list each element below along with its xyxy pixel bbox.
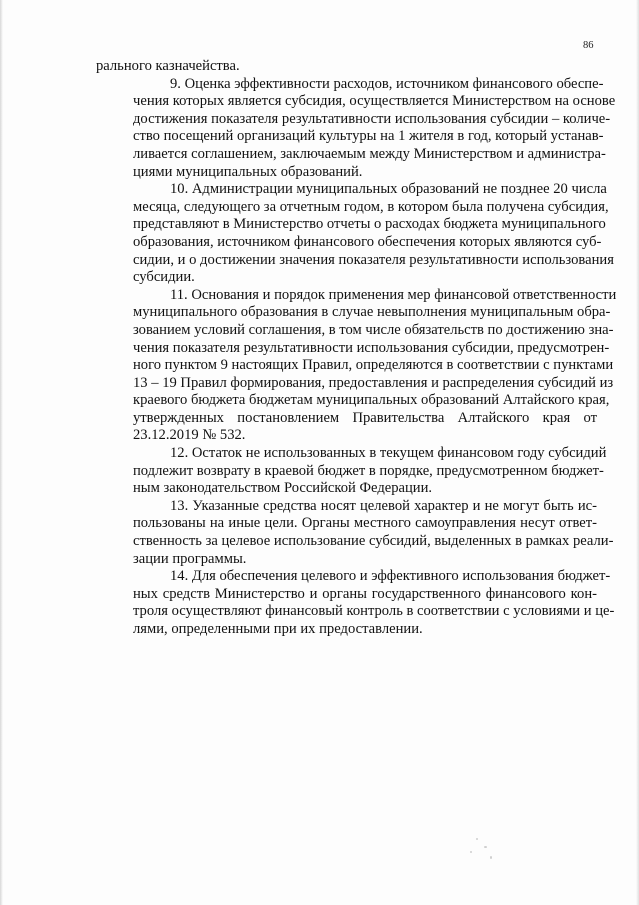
text-line: чения показателя результативности использования субсидии, предусмотрен-	[133, 339, 610, 356]
text-line: 10. Администрации муниципальных образований не позднее 20 числа	[170, 181, 607, 198]
paragraph-p-14	[96, 568, 615, 638]
text-line: зации программы.	[133, 550, 247, 567]
text-line: 11. Основания и порядок применения мер финансовой ответственности	[170, 286, 617, 303]
text-line: троля осуществляют финансовый контроль в соответствии с условиями и це-	[133, 603, 615, 620]
paragraph-p-13	[96, 497, 614, 568]
scan-artifact	[484, 846, 487, 848]
text-line: 12. Остаток не использованных в текущем финансовом году субсидий	[170, 445, 607, 462]
text-line: 13 – 19 Правил формирования, предоставления и распределения субсидий из	[133, 374, 614, 391]
paragraph-p-9	[96, 75, 616, 182]
page-number: 86	[583, 40, 594, 51]
paragraph-p-continuation	[96, 58, 597, 76]
text-line: муниципального образования в случае невыполнения муниципальным обра-	[133, 304, 611, 321]
text-line: рального казначейства.	[96, 58, 240, 74]
paragraph-p-11	[96, 286, 617, 445]
text-line: представляют в Министерство отчеты о расходах бюджета муниципального	[133, 216, 606, 233]
scan-artifact	[470, 851, 472, 853]
text-line: утвержденных постановлением Правительства Алтайского края от	[133, 409, 597, 426]
text-line: циями муниципальных образований.	[133, 163, 363, 180]
text-line: сидии, и о достижении значения показателя результативности использования	[133, 251, 614, 268]
text-line: подлежит возврату в краевой бюджет в порядке, предусмотренном бюджет-	[133, 462, 604, 479]
text-line: зованием условий соглашения, в том числе обязательств по достижению зна-	[133, 321, 614, 338]
text-line: краевого бюджета бюджетам муниципальных образований Алтайского края,	[133, 392, 610, 409]
text-line: достижения показателя результативности использования субсидии – количе-	[133, 110, 611, 127]
text-line: ливается соглашением, заключаемым между Министерством и администра-	[133, 145, 606, 162]
text-line: образования, источником финансового обеспечения которых являются суб-	[133, 233, 602, 250]
text-line: 23.12.2019 № 532.	[133, 427, 246, 444]
paragraph-p-10	[96, 181, 614, 287]
scan-artifact	[476, 838, 478, 840]
text-line: ственность за целевое использование субсидий, выделенных в рамках реали-	[133, 533, 614, 550]
scan-artifact	[490, 856, 492, 859]
text-line: субсидии.	[133, 269, 195, 286]
scan-edge-left	[0, 0, 3, 905]
text-line: пользованы на иные цели. Органы местного самоуправления несут ответ-	[133, 515, 597, 532]
text-line: 9. Оценка эффективности расходов, источником финансового обеспе-	[170, 75, 604, 92]
text-line: 13. Указанные средства носят целевой характер и не могут быть ис-	[170, 497, 597, 514]
text-line: ство посещений организаций культуры на 1 жителя в год, который устанав-	[133, 128, 604, 145]
text-line: лями, определенными при их предоставлении.	[133, 621, 423, 637]
document-body	[96, 58, 617, 639]
paragraph-p-12	[96, 445, 607, 498]
text-line: чения которых является субсидия, осуществляется Министерством на основе	[133, 93, 616, 110]
text-line: ным законодательством Российской Федерации.	[133, 480, 433, 497]
text-line: месяца, следующего за отчетным годом, в котором была получена субсидия,	[133, 198, 609, 215]
text-line: ных средств Министерство и органы государственного финансового кон-	[133, 585, 597, 602]
text-line: 14. Для обеспечения целевого и эффективного использования бюджет-	[170, 568, 611, 585]
text-line: ного пунктом 9 настоящих Правил, определяются в соответствии с пунктами	[133, 357, 614, 374]
